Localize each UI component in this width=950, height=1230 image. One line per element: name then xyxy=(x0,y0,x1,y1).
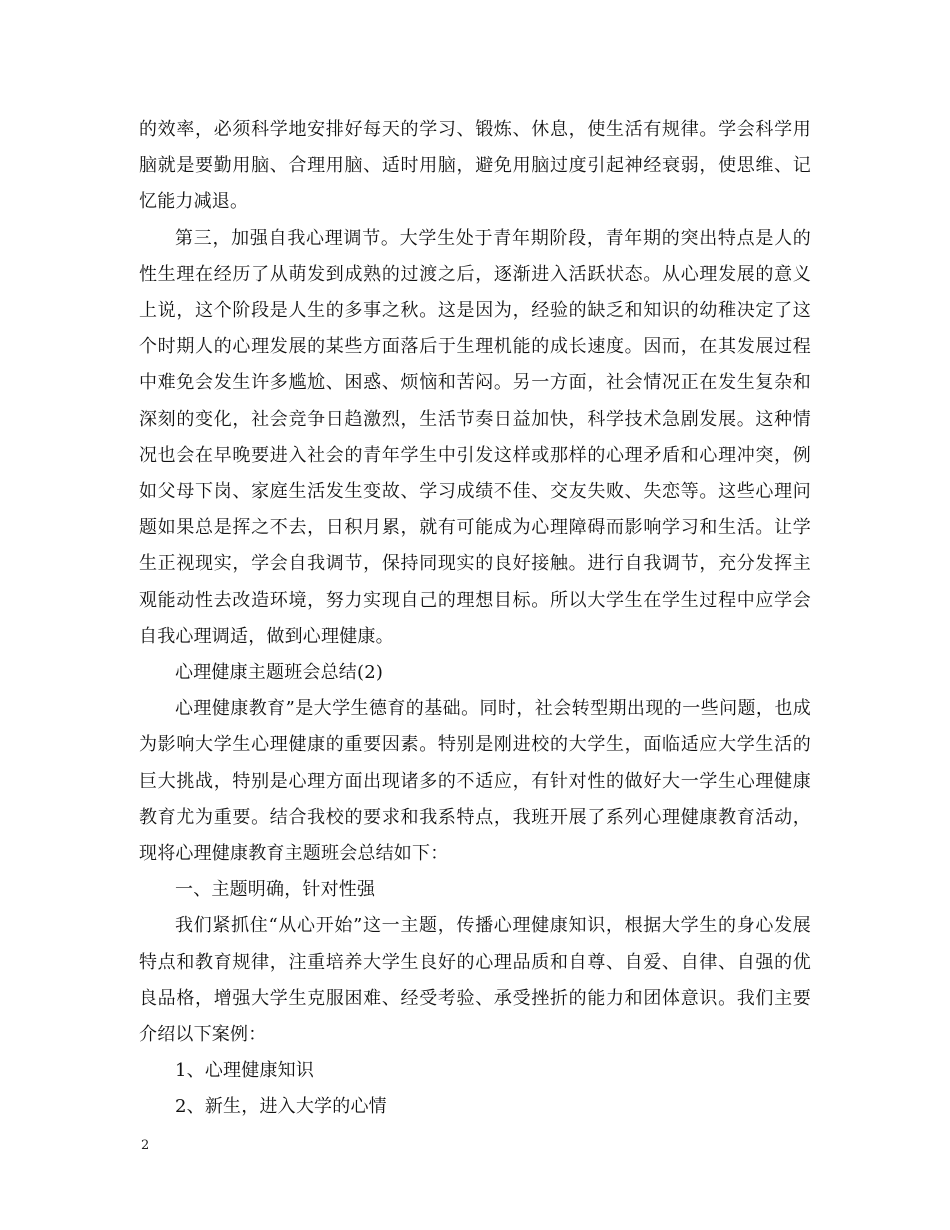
paragraph-theme: 我们紧抓住“从心开始”这一主题，传播心理健康知识，根据大学生的身心发展特点和教育规律，注重培养大学生良好的心理品质和自尊、自爱、自律、自强的优良品格，增强大学生克服困难、经受考验、承受挫折的能力和团体意识。我们主要介绍以下案例： xyxy=(139,915,811,1046)
section-heading: 心理健康主题班会总结(2) xyxy=(175,662,384,684)
document-body xyxy=(139,112,811,1126)
list-item-2: 2、新生，进入大学的心情 xyxy=(175,1096,387,1118)
page-number: 2 xyxy=(141,1138,150,1153)
paragraph-brain-use: 的效率，必须科学地安排好每天的学习、锻炼、休息，使生活有规律。学会科学用脑就是要勤用脑、合理用脑、适时用脑，避免用脑过度引起神经衰弱，使思维、记忆能力减退。 xyxy=(139,119,811,213)
paragraph-intro: 心理健康教育”是大学生德育的基础。同时，社会转型期出现的一些问题，也成为影响大学生心理健康的重要因素。特别是刚进校的大学生，面临适应大学生活的巨大挑战，特别是心理方面出现诸多的不适应，有针对性的做好大一学生心理健康教育尤为重要。结合我校的要求和我系特点，我班开展了系列心理健康教育活动，现将心理健康教育主题班会总结如下： xyxy=(139,698,811,865)
subheading-theme: 一、主题明确，针对性强 xyxy=(175,879,376,901)
paragraph-self-regulation: 第三，加强自我心理调节。大学生处于青年期阶段，青年期的突出特点是人的性生理在经历了从萌发到成熟的过渡之后，逐渐进入活跃状态。从心理发展的意义上说，这个阶段是人生的多事之秋。这是因为，经验的缺乏和知识的幼稚决定了这个时期人的心理发展的某些方面落后于生理机能的成长速度。因而，在其发展过程中难免会发生许多尴尬、困惑、烦恼和苦闷。另一方面，社会情况正在发生复杂和深刻的变化，社会竞争日趋激烈，生活节奏日益加快，科学技术急剧发展。这种情况也会在早晚要进入社会的青年学生中引发这样或那样的心理矛盾和心理冲突，例如父母下岗、家庭生活发生变故、学习成绩不佳、交友失败、失恋等。这些心理问题如果总是挥之不去，日积月累，就有可能成为心理障碍而影响学习和生活。让学生正视现实，学会自我调节，保持同现实的良好接触。进行自我调节，充分发挥主观能动性去改造环境，努力实现自己的理想目标。所以大学生在学生过程中应学会自我心理调适，做到心理健康。 xyxy=(139,227,811,647)
list-item-1: 1、心理健康知识 xyxy=(175,1060,315,1082)
